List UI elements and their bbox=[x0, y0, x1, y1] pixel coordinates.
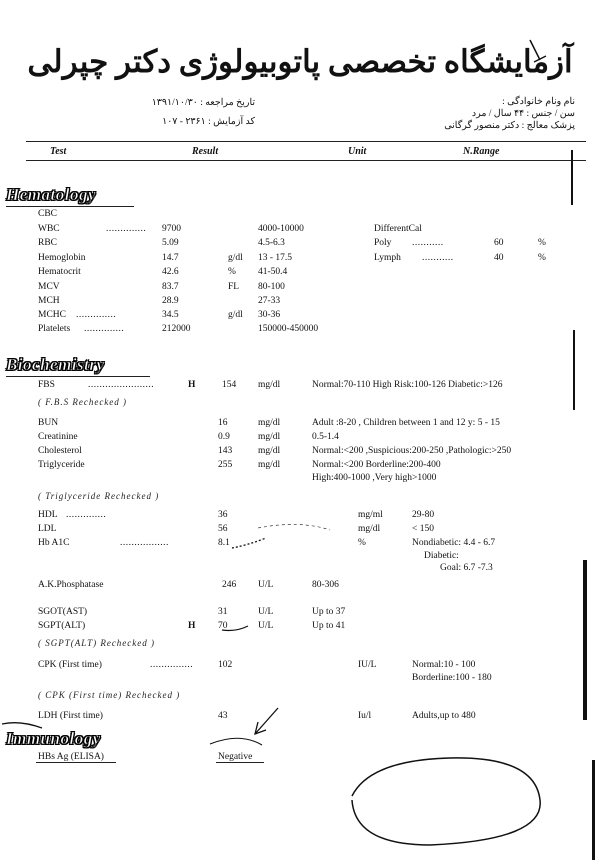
diff-unit: % bbox=[538, 238, 546, 248]
hem-range: 27-33 bbox=[258, 296, 281, 306]
bio-value: 255 bbox=[218, 460, 233, 470]
hem-range: 4000-10000 bbox=[258, 224, 304, 234]
lipid-name: HDL bbox=[38, 510, 58, 520]
fbs-dots: ....................... bbox=[88, 380, 155, 390]
lipid-name: Hb A1C bbox=[38, 538, 70, 548]
bio-range: Adult :8-20 , Children between 1 and 12 y: 5 - 15 bbox=[312, 418, 500, 428]
lipid-name: LDL bbox=[38, 524, 57, 534]
bio-unit: mg/dl bbox=[258, 418, 281, 428]
hem-range: 4.5-6.3 bbox=[258, 238, 285, 248]
diff-dots: ........... bbox=[422, 253, 454, 263]
hem-value: 34.5 bbox=[162, 310, 179, 320]
sgot-range: Up to 37 bbox=[312, 607, 346, 617]
hem-unit: g/dl bbox=[228, 253, 243, 263]
hem-test-name: Platelets bbox=[38, 324, 71, 334]
alp-value: 246 bbox=[222, 580, 237, 590]
sgpt-flag: H bbox=[188, 621, 196, 631]
bio-value: 16 bbox=[218, 418, 228, 428]
lipid-value: 8.1 bbox=[218, 538, 230, 548]
hem-value: 83.7 bbox=[162, 282, 179, 292]
diff-unit: % bbox=[538, 253, 546, 263]
sgot-value: 31 bbox=[218, 607, 228, 617]
lipid-unit: % bbox=[358, 538, 366, 548]
bio-unit: mg/dl bbox=[258, 460, 281, 470]
section-hematology: Hematology bbox=[6, 185, 96, 204]
visit-date: تاریخ مراجعه : ۱۳۹۱/۱۰/۳۰ bbox=[151, 98, 255, 108]
diff-value: 60 bbox=[494, 238, 504, 248]
cbc-label: CBC bbox=[38, 209, 58, 219]
bio-unit: mg/dl bbox=[258, 446, 281, 456]
bio-range: Normal:<200 Borderline:200-400 bbox=[312, 460, 441, 470]
hem-value: 14.7 bbox=[162, 253, 179, 263]
patient-age-sex: سن / جنس : ۴۴ سال / مرد bbox=[471, 109, 575, 119]
hem-test-name: RBC bbox=[38, 238, 58, 248]
ldh-name: LDH (First time) bbox=[38, 711, 103, 721]
cpk-value: 102 bbox=[218, 660, 233, 670]
sgpt-value: 70 bbox=[218, 621, 228, 631]
differential-title: DifferentCal bbox=[374, 224, 422, 234]
column-result: Result bbox=[192, 146, 219, 157]
sgpt-name: SGPT(ALT) bbox=[38, 621, 86, 631]
diff-dots: ........... bbox=[412, 238, 444, 248]
hbs-value: Negative bbox=[218, 752, 253, 762]
hem-test-name: Hematocrit bbox=[38, 267, 81, 277]
note-tg-rechecked: ( Triglyceride Rechecked ) bbox=[38, 491, 160, 501]
lipid-unit: mg/ml bbox=[358, 510, 383, 520]
ldh-range: Adults,up to 480 bbox=[412, 711, 476, 721]
section-biochemistry: Biochemistry bbox=[6, 355, 105, 374]
hem-value: 42.6 bbox=[162, 267, 179, 277]
diff-name: Poly bbox=[374, 238, 392, 248]
referring-doctor: پزشک معالج : دکتر منصور گرگانی bbox=[444, 121, 575, 131]
lipid-range: < 150 bbox=[412, 524, 434, 534]
fbs-range: Normal:70-110 High Risk:100-126 Diabetic:>126 bbox=[312, 380, 503, 390]
hem-test-name: MCH bbox=[38, 296, 60, 306]
sgot-unit: U/L bbox=[258, 607, 274, 617]
cpk-name: CPK (First time) bbox=[38, 660, 102, 670]
a1c-goal: Goal: 6.7 -7.3 bbox=[440, 563, 493, 573]
bio-value: 0.9 bbox=[218, 432, 230, 442]
hem-range: 30-36 bbox=[258, 310, 281, 320]
hem-unit: g/dl bbox=[228, 310, 243, 320]
hem-value: 9700 bbox=[162, 224, 181, 234]
patient-name-label: نام ونام خانوادگی : bbox=[502, 97, 575, 107]
lipid-value: 36 bbox=[218, 510, 228, 520]
fbs-unit: mg/dl bbox=[258, 380, 281, 390]
fbs-value: 154 bbox=[222, 380, 237, 390]
lipid-range: 29-80 bbox=[412, 510, 435, 520]
hem-dots: .............. bbox=[76, 310, 117, 320]
lipid-range: Nondiabetic: 4.4 - 6.7 bbox=[412, 538, 496, 548]
cpk-range: Normal:10 - 100 bbox=[412, 660, 476, 670]
sgpt-range: Up to 41 bbox=[312, 621, 346, 631]
bio-test-name: BUN bbox=[38, 418, 59, 428]
hbs-name: HBs Ag (ELISA) bbox=[38, 752, 104, 762]
hem-dots: .............. bbox=[106, 224, 147, 234]
lab-title: آزمایشگاه تخصصی پاتوبیولوژی دکتر چپرلی bbox=[27, 44, 573, 79]
lipid-unit: mg/dl bbox=[358, 524, 381, 534]
hem-range: 41-50.4 bbox=[258, 267, 288, 277]
alp-range: 80-306 bbox=[312, 580, 339, 590]
fbs-flag: H bbox=[188, 380, 196, 390]
tg-range-high: High:400-1000 ,Very high>1000 bbox=[312, 473, 437, 483]
hem-unit: FL bbox=[228, 282, 240, 292]
hem-value: 212000 bbox=[162, 324, 191, 334]
hem-test-name: Hemoglobin bbox=[38, 253, 86, 263]
hem-test-name: MCHC bbox=[38, 310, 66, 320]
bio-test-name: Creatinine bbox=[38, 432, 78, 442]
hem-range: 150000-450000 bbox=[258, 324, 319, 334]
lipid-dots: .............. bbox=[66, 510, 107, 520]
diff-value: 40 bbox=[494, 253, 504, 263]
hem-test-name: MCV bbox=[38, 282, 60, 292]
sgot-name: SGOT(AST) bbox=[38, 607, 88, 617]
bio-test-name: Triglyceride bbox=[38, 460, 85, 470]
note-fbs-rechecked: ( F.B.S Rechecked ) bbox=[38, 397, 128, 407]
hem-value: 5.09 bbox=[162, 238, 179, 248]
hem-test-name: WBC bbox=[38, 224, 60, 234]
diff-name: Lymph bbox=[374, 253, 401, 263]
bio-test-name: Cholesterol bbox=[38, 446, 82, 456]
ldh-value: 43 bbox=[218, 711, 228, 721]
lipid-dots: ................. bbox=[120, 538, 169, 548]
alp-unit: U/L bbox=[258, 580, 274, 590]
ldh-unit: Iu/l bbox=[358, 711, 372, 721]
hem-range: 13 - 17.5 bbox=[258, 253, 293, 263]
cpk-unit: IU/L bbox=[358, 660, 377, 670]
lab-code: کد آزمایش : ۲۳۶۱ - ۱۰۷ bbox=[162, 117, 255, 127]
fbs-name: FBS bbox=[38, 380, 55, 390]
note-sgpt-rechecked: ( SGPT(ALT) Rechecked ) bbox=[38, 638, 156, 648]
column-test: Test bbox=[50, 146, 67, 157]
bio-value: 143 bbox=[218, 446, 233, 456]
column-range: N.Range bbox=[463, 146, 500, 157]
bio-range: Normal:<200 ,Suspicious:200-250 ,Pathologic:>250 bbox=[312, 446, 512, 456]
bio-range: 0.5-1.4 bbox=[312, 432, 339, 442]
hem-range: 80-100 bbox=[258, 282, 285, 292]
note-cpk-rechecked: ( CPK (First time) Rechecked ) bbox=[38, 690, 181, 700]
hem-dots: .............. bbox=[84, 324, 125, 334]
column-unit: Unit bbox=[348, 146, 367, 157]
lipid-value: 56 bbox=[218, 524, 228, 534]
sgpt-unit: U/L bbox=[258, 621, 274, 631]
a1c-diabetic-label: Diabetic: bbox=[424, 551, 459, 561]
cpk-borderline: Borderline:100 - 180 bbox=[412, 673, 492, 683]
hem-unit: % bbox=[228, 267, 236, 277]
cpk-dots: ............... bbox=[150, 660, 194, 670]
section-immunology: Immunology bbox=[6, 729, 101, 748]
bio-unit: mg/dl bbox=[258, 432, 281, 442]
alp-name: A.K.Phosphatase bbox=[38, 580, 104, 590]
hem-value: 28.9 bbox=[162, 296, 179, 306]
